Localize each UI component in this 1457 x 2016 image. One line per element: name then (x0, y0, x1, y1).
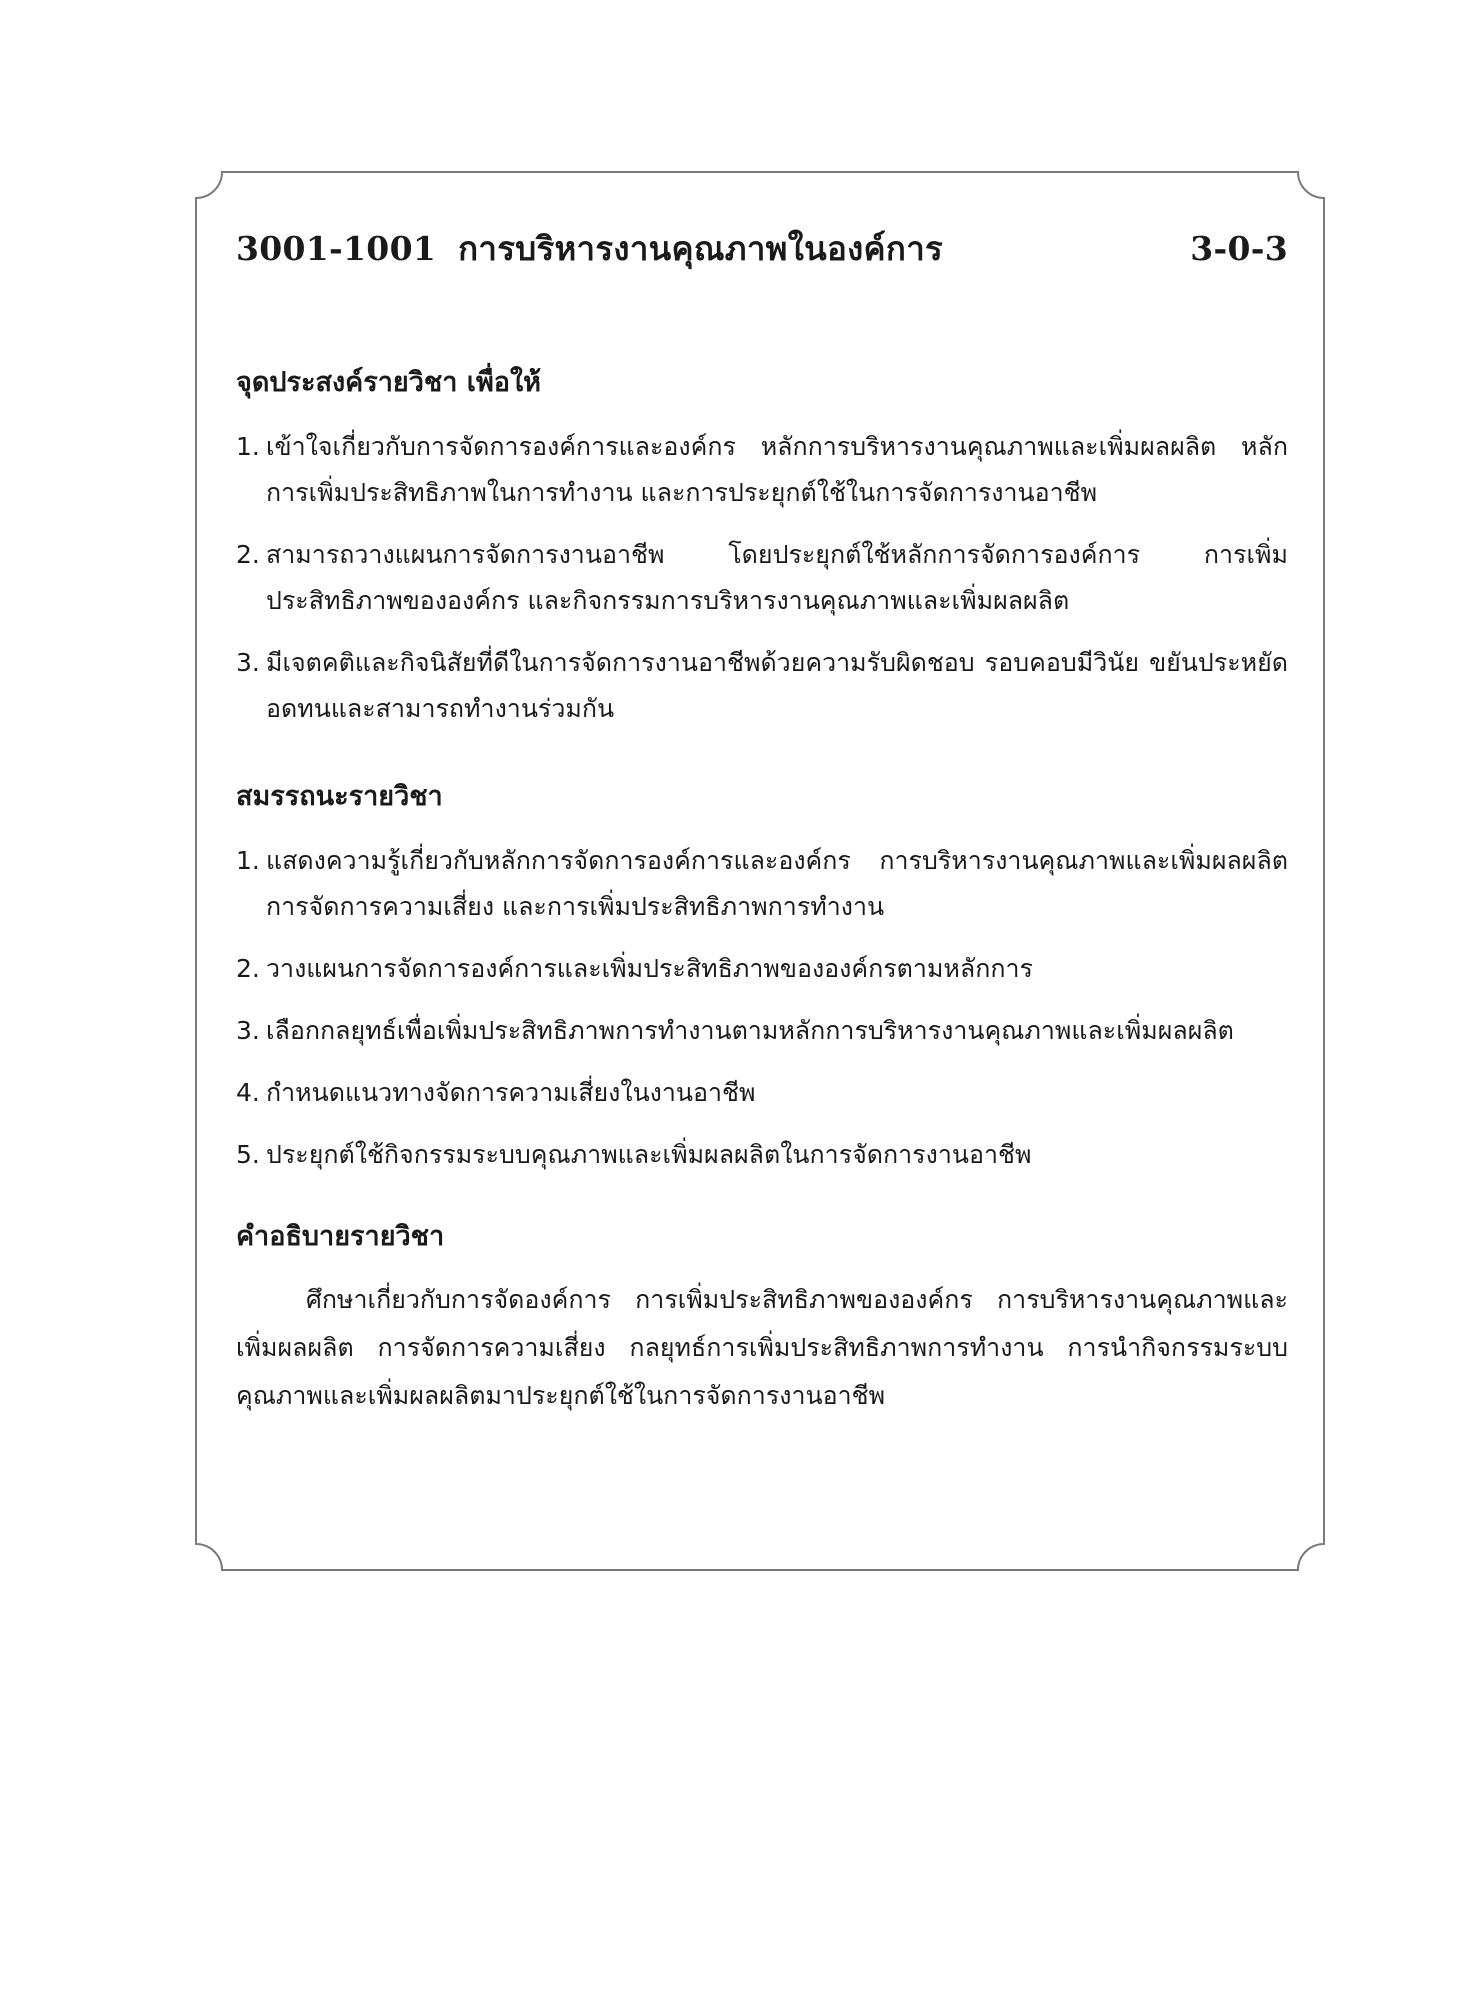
item-number: 2. (236, 954, 260, 983)
item-number: 4. (236, 1078, 260, 1107)
course-title: การบริหารงานคุณภาพในองค์การ (458, 229, 944, 268)
list-item (236, 838, 1288, 930)
list-item (236, 946, 1288, 992)
list-item (236, 1132, 1288, 1178)
item-number: 1. (236, 846, 260, 875)
list-item (236, 640, 1288, 732)
item-text: ประยุกต์ใช้กิจกรรมระบบคุณภาพและเพิ่มผลผลิตในการจัดการงานอาชีพ (266, 1140, 1032, 1169)
competencies-heading: สมรรถนะรายวิชา (236, 781, 443, 812)
item-text: สามารถวางแผนการจัดการงานอาชีพ โดยประยุกต์ใช้หลักการจัดการองค์การ การเพิ่มประสิทธิภาพขององค์กร และกิจกรรมการบริหารงานคุณภาพและเพิ่มผลผลิต (266, 540, 1288, 615)
item-number: 3. (236, 648, 260, 677)
item-number: 3. (236, 1016, 260, 1045)
item-text: เลือกกลยุทธ์เพื่อเพิ่มประสิทธิภาพการทำงานตามหลักการบริหารงานคุณภาพและเพิ่มผลผลิต (266, 1016, 1234, 1045)
item-number: 1. (236, 432, 260, 461)
item-number: 2. (236, 540, 260, 569)
item-number: 5. (236, 1140, 260, 1169)
item-text: มีเจตคติและกิจนิสัยที่ดีในการจัดการงานอาชีพด้วยความรับผิดชอบ รอบคอบมีวินัย ขยันประหยัด อดทนและสามารถทำงานร่วมกัน (266, 648, 1288, 723)
item-text: กำหนดแนวทางจัดการความเสี่ยงในงานอาชีพ (266, 1078, 756, 1107)
item-text: เข้าใจเกี่ยวกับการจัดการองค์การและองค์กร หลักการบริหารงานคุณภาพและเพิ่มผลผลิต หลักการเพิ่มประสิทธิภาพในการทำงาน และการประยุกต์ใช้ในการจัดการงานอาชีพ (266, 432, 1288, 507)
course-credits: 3-0-3 (1190, 229, 1288, 268)
list-item (236, 1008, 1288, 1054)
list-item (236, 424, 1288, 516)
course-code: 3001-1001 (236, 229, 437, 268)
list-item (236, 532, 1288, 624)
objectives-heading: จุดประสงค์รายวิชา เพื่อให้ (236, 367, 541, 398)
description-text: ศึกษาเกี่ยวกับการจัดองค์การ การเพิ่มประสิทธิภาพขององค์กร การบริหารงานคุณภาพและเพิ่มผลผลิต การจัดการความเสี่ยง กลยุทธ์การเพิ่มประสิทธิภาพการทำงาน การนำกิจกรรมระบบคุณภาพและเพิ่มผลผลิตมาประยุกต์ใช้ในการจัดการงานอาชีพ (236, 1285, 1288, 1410)
item-text: วางแผนการจัดการองค์การและเพิ่มประสิทธิภาพขององค์กรตามหลักการ (266, 954, 1033, 983)
item-text: แสดงความรู้เกี่ยวกับหลักการจัดการองค์การและองค์กร การบริหารงานคุณภาพและเพิ่มผลผลิต การจัดการความเสี่ยง และการเพิ่มประสิทธิภาพการทำงาน (266, 846, 1288, 921)
course-header (236, 222, 1288, 282)
description-heading: คำอธิบายรายวิชา (236, 1221, 445, 1252)
course-content (236, 222, 1288, 1445)
objectives-list (236, 424, 1288, 732)
list-item (236, 1070, 1288, 1116)
course-heading (236, 222, 943, 275)
competencies-list (236, 838, 1288, 1178)
